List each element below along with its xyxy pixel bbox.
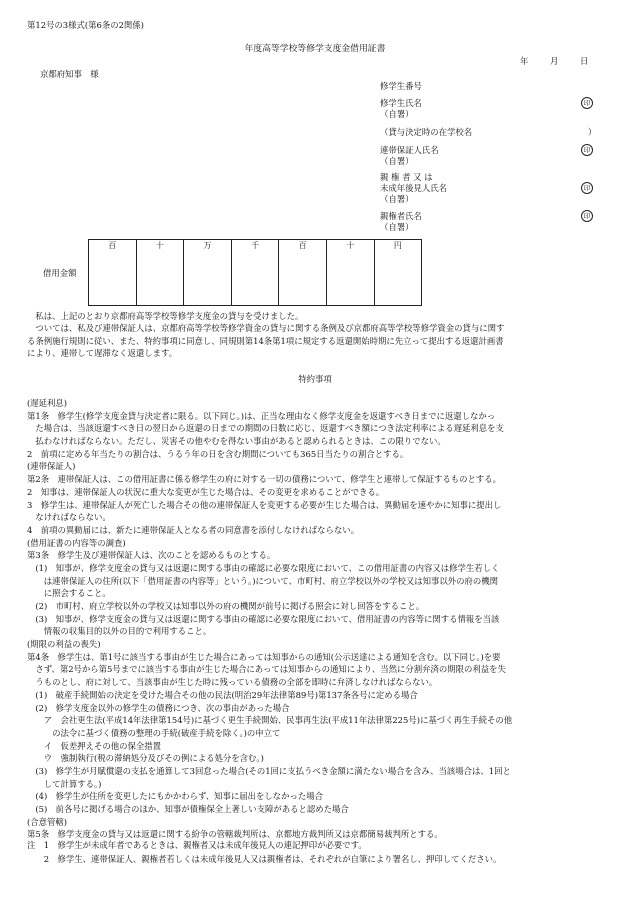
term-line: (2) 修学支度金以外の修学生の債務につき、次の事由があった場合 — [27, 702, 290, 713]
form-number: 第12号の3様式(第6条の2関係) — [27, 20, 144, 30]
guarantor-name-label: 連帯保証人氏名 — [380, 145, 439, 155]
term-line: の法令に基づく債務の整理の手続(破産手続を除く。)の申立て — [27, 727, 281, 738]
guarantor-sign-label: （自署） — [380, 156, 414, 166]
amount-field-2[interactable] — [136, 251, 184, 306]
notes — [27, 839, 612, 867]
term-line: 第5条 修学支度金の貸与又は返還に関する紛争の管轄裁判所は、京都地方裁判所又は京都簡易裁判所とする。 — [27, 829, 443, 840]
amount-unit-ten-million: 十 — [136, 240, 184, 252]
term-line: さず、第2号から第5号までに該当する事由が生じた場合にあっては知事からの通知により、当然に分割弁済の期限の利益を失 — [27, 664, 506, 675]
term-line: して計算する。) — [27, 778, 102, 789]
statement-line: 私は、上記のとおり京都府高等学校等修学支度金の貸与を受けました。 — [27, 311, 304, 321]
amount-unit-hundred-million: 百 — [89, 240, 137, 252]
amount-field-6[interactable] — [326, 251, 374, 306]
parent-label-line1: 親 権 者 又 は — [380, 172, 433, 182]
statement — [27, 310, 607, 360]
date-day: 日 — [580, 56, 589, 66]
amount-field-4[interactable] — [231, 251, 279, 306]
guarantor-seal-icon: 印 — [581, 144, 593, 156]
amount-unit-ten-thousand: 万 — [184, 240, 232, 252]
term-line: (2) 市町村、府立学校以外の学校又は知事以外の府の機関が前号に掲げる照会に対し回答をすること。 — [27, 601, 425, 611]
amount-field-5[interactable] — [279, 251, 327, 306]
parent2-sign-label: （自署） — [380, 222, 414, 232]
school-close-paren: ） — [588, 127, 597, 137]
parent2-name-label: 親権者氏名 — [380, 211, 422, 221]
term-line: ア 会社更生法(平成14年法律第154号)に基づく更生手続開始、民事再生法(平成11年法律第225号)に基づく再生手続その他 — [27, 715, 513, 726]
term-line: (合意管轄) — [27, 816, 68, 827]
term-line: 3 修学生は、連帯保証人が死亡した場合その他の連帯保証人を変更する必要が生じた場合は、異動届を速やかに知事に提出し — [27, 499, 502, 510]
term-line: (遅延利息) — [27, 398, 68, 408]
student-number-label: 修学生番号 — [380, 81, 422, 91]
amount-unit-hundred: 百 — [279, 240, 327, 252]
term-line: (1) 破産手続開始の決定を受けた場合その他の民法(明治29年法律第89号)第137条各号に定める場合 — [27, 689, 418, 700]
amount-field-1[interactable] — [89, 251, 137, 306]
student-seal-icon: 印 — [581, 97, 593, 109]
parent2-seal-icon: 印 — [581, 210, 593, 222]
term-line: 2 知事は、連帯保証人の状況に重大な変更が生じた場合は、その変更を求めることができる。 — [27, 486, 385, 497]
term-line: (1) 知事が、修学支度金の貸与又は返還に関する事由の確認に必要な限度において、この借用証書の内容又は修学生若しく — [27, 562, 500, 573]
term-line: うものとし、府に対して、当該事由が生じた時に残っている債務の全部を即時に弁済しなければならない。 — [27, 677, 438, 688]
school-label: （貸与決定時の在学校名 — [380, 127, 473, 137]
date-month: 月 — [550, 56, 559, 66]
term-line: なければならない。 — [27, 512, 111, 523]
term-line: イ 仮差押えその他の保全措置 — [27, 740, 161, 751]
amount-unit-yen: 円 — [374, 240, 422, 252]
amount-field-7[interactable] — [374, 251, 422, 306]
term-line: (3) 修学生が月賦償還の支払を通算して3回怠った場合(その1回に支払うべき金額に満たない場合を含み、当該場合は、1回と — [27, 765, 511, 776]
term-line: (5) 前各号に掲げる場合のほか、知事が債権保全上著しい支障があると認めた場合 — [27, 804, 349, 814]
parent-sign-label: （自署） — [380, 194, 414, 204]
amount-unit-ten: 十 — [326, 240, 374, 252]
amount-unit-thousand: 千 — [231, 240, 279, 252]
term-line: 情報の収集目的以外の目的で利用すること。 — [27, 626, 212, 637]
note-line: 注 1 修学生が未成年者であるときは、親権者又は未成年後見人の連記押印が必要です。 — [27, 840, 367, 850]
student-sign-label: （自署） — [380, 109, 414, 119]
term-line: 第1条 修学生(修学支度金貸与決定者に限る。以下同じ。)は、正当な理由なく修学支度金を返還すべき日までに返還しなかっ — [27, 410, 496, 421]
statement-line: る条例施行規則に従い、また、特約事項に同意し、同規則第14条第1項に規定する返還開始時期に先立って提出する返還計画書 — [27, 335, 504, 346]
term-line: (3) 知事が、修学支度金の貸与又は返還に関する事由の確認に必要な限度において、借用証書の内容等に関する情報を当該 — [27, 613, 500, 624]
term-line: 第4条 修学生は、第1号に該当する事由が生じた場合にあっては知事からの通知(公示送達による通知を含む。以下同じ。)を要 — [27, 651, 501, 662]
term-line: 第3条 修学生及び連帯保証人は、次のことを認めるものとする。 — [27, 550, 276, 561]
term-line: は連帯保証人の住所(以下「借用証書の内容等」という。)について、市町村、府立学校以外の学校又は知事以外の府の機関 — [27, 575, 498, 586]
student-name-label: 修学生氏名 — [380, 98, 422, 108]
amount-field-3[interactable] — [184, 251, 232, 306]
special-terms — [27, 397, 612, 841]
parent-seal-icon: 印 — [581, 182, 593, 194]
term-line: に照会すること。 — [27, 588, 111, 599]
term-line: (借用証書の内容等の調査) — [27, 537, 126, 548]
addressee: 京都府知事 様 — [40, 69, 99, 79]
date-line — [520, 55, 588, 67]
amount-label: 借用金額 — [43, 268, 77, 278]
amount-table — [88, 239, 422, 306]
statement-line: ついては、私及び連帯保証人は、京都府高等学校等修学資金の貸与に関する条例及び京都府高等学校等修学資金の貸与に関す — [27, 323, 505, 334]
term-line: (連帯保証人) — [27, 461, 76, 472]
term-line: 第2条 連帯保証人は、この借用証書に係る修学生の府に対する一切の債務について、修学生と連帯して保証するものとする。 — [27, 474, 501, 485]
statement-line: により、連帯して遅滞なく返還します。 — [27, 348, 178, 359]
special-terms-title: 特約事項 — [298, 374, 332, 384]
term-line: 2 前項に定める年当たりの割合は、うるう年の日を含む期間についても365日当たりの割合とする。 — [27, 448, 409, 459]
term-line: た場合は、当該返還すべき日の翌日から返還の日までの期間の日数に応じ、返還すべき額につき法定利率による遅延利息を支 — [27, 423, 504, 434]
note-line: 2 修学生、連帯保証人、親権者若しくは未成年後見人又は親権者は、それぞれが自筆により署名し、押印してください。 — [27, 854, 502, 864]
parent-label-line2: 未成年後見人氏名 — [380, 183, 447, 193]
term-line: 払わなければならない。ただし、災害その他やむを得ない事由があると認められるときは、この限りでない。 — [27, 436, 446, 447]
date-year: 年 — [520, 56, 529, 66]
term-line: (4) 修学生が住所を変更したにもかかわらず、知事に届出をしなかった場合 — [27, 791, 323, 802]
term-line: 4 前項の異動届には、新たに連帯保証人となる者の同意書を添付しなければならない。 — [27, 524, 359, 535]
term-line: ウ 強制執行(税の滞納処分及びその例による処分を含む。) — [27, 753, 264, 764]
term-line: (期限の利益の喪失) — [27, 639, 101, 650]
document-title: 年度高等学校等修学支度金借用証書 — [244, 44, 386, 54]
